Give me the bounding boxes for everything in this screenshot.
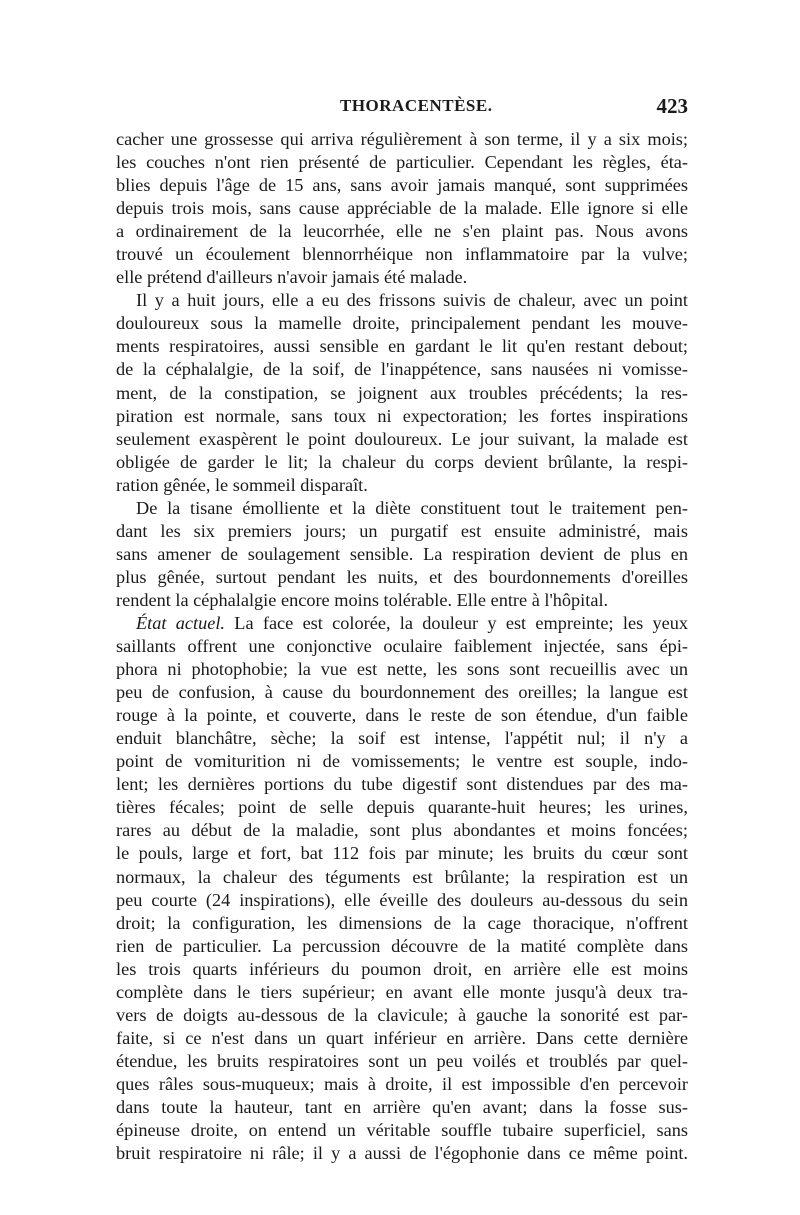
text-line: enduit blanchâtre, sèche; la soif est intense, l'appétit nul; il n'y a bbox=[116, 728, 688, 749]
text-line: De la tisane émolliente et la diète constituent tout le traitement pen- bbox=[136, 497, 688, 518]
text-line: plus gênée, surtout pendant les nuits, et des bourdonnements d'oreilles bbox=[116, 566, 688, 587]
text-line: tières fécales; point de selle depuis quarante-huit heures; les urines, bbox=[116, 797, 688, 818]
text-line: les couches n'ont rien présenté de particulier. Cependant les règles, éta- bbox=[116, 152, 688, 173]
text-line: Il y a huit jours, elle a eu des frissons suivis de chaleur, avec un point bbox=[136, 290, 688, 311]
text-line: dans toute la hauteur, tant en arrière qu'en avant; dans la fosse sus- bbox=[116, 1096, 688, 1117]
text-line: bruit respiratoire ni râle; il y a aussi de l'égophonie dans ce même point. bbox=[116, 1143, 688, 1164]
text-line: elle prétend d'ailleurs n'avoir jamais été malade. bbox=[116, 267, 468, 288]
text-line: trouvé un écoulement blennorrhéique non inflammatoire par la vulve; bbox=[116, 244, 688, 265]
text-line: ration gênée, le sommeil disparaît. bbox=[116, 474, 368, 495]
text-line: phora ni photophobie; la vue est nette, les sons sont recueillis avec un bbox=[116, 659, 688, 680]
text-line: ques râles sous-muqueux; mais à droite, il est impossible d'en percevoir bbox=[116, 1073, 688, 1094]
text-line: obligée de garder le lit; la chaleur du corps devient brûlante, la respi- bbox=[116, 451, 688, 472]
text-line: peu de confusion, à cause du bourdonnement des oreilles; la langue est bbox=[116, 682, 688, 703]
text-line: épineuse droite, on entend un véritable souffle tubaire superficiel, sans bbox=[116, 1120, 688, 1141]
text-line: rouge à la pointe, et couverte, dans le reste de son étendue, d'un faible bbox=[116, 705, 688, 726]
text-line: cacher une grossesse qui arriva régulièrement à son terme, il y a six mois; bbox=[116, 129, 688, 149]
text-line: point de vomiturition ni de vomissements; le ventre est souple, indo- bbox=[116, 751, 688, 772]
text-line: le pouls, large et fort, bat 112 fois par minute; les bruits du cœur sont bbox=[116, 843, 688, 864]
text-line: lent; les dernières portions du tube digestif sont distendues par des ma- bbox=[116, 774, 688, 795]
text-line: rendent la céphalalgie encore moins tolérable. Elle entre à l'hôpital. bbox=[116, 589, 609, 610]
running-head: THORACENTÈSE. bbox=[340, 96, 493, 115]
text-line: a ordinairement de la leucorrhée, elle ne s'en plaint pas. Nous avons bbox=[116, 221, 688, 242]
text-line: étendue, les bruits respiratoires sont un peu voilés et troublés par quel- bbox=[116, 1050, 688, 1071]
text-line: blies depuis l'âge de 15 ans, sans avoir jamais manqué, sont supprimées bbox=[116, 175, 688, 196]
text-line-etat-actuel bbox=[116, 612, 688, 635]
text-line: rares au début de la maladie, sont plus abondantes et moins foncées; bbox=[116, 820, 688, 841]
text-line: douloureux sous la mamelle droite, principalement pendant les mouve- bbox=[116, 313, 688, 334]
text-line: complète dans le tiers supérieur; en avant elle monte jusqu'à deux tra- bbox=[116, 981, 688, 1002]
text-line: saillants offrent une conjonctive oculaire faiblement injectée, sans épi- bbox=[116, 636, 688, 657]
text-line: faite, si ce n'est dans un quart inférieur en arrière. Dans cette dernière bbox=[116, 1027, 688, 1048]
text-line: droit; la configuration, les dimensions de la cage thoracique, n'offrent bbox=[116, 912, 688, 933]
text-line: vers de doigts au-dessous de la clavicule; à gauche la sonorité est par- bbox=[116, 1004, 688, 1025]
text-line: les trois quarts inférieurs du poumon droit, en arrière elle est moins bbox=[116, 958, 688, 979]
text-line: de la céphalalgie, de la soif, de l'inappétence, sans nausées ni vomisse- bbox=[116, 359, 688, 380]
text-line: depuis trois mois, sans cause appréciable de la malade. Elle ignore si elle bbox=[116, 198, 688, 219]
text-line: sans amener de soulagement sensible. La respiration devient de plus en bbox=[116, 543, 688, 564]
etat-actuel-label: État actuel. bbox=[136, 612, 225, 633]
page-header bbox=[116, 96, 688, 126]
etat-actuel-text: La face est colorée, la douleur y est empreinte; les yeux bbox=[234, 612, 688, 633]
body-text bbox=[116, 128, 688, 1165]
text-line: ments respiratoires, aussi sensible en gardant le lit qu'en restant debout; bbox=[116, 336, 688, 357]
text-line: peu courte (24 inspirations), elle éveille des douleurs au-dessous du sein bbox=[116, 889, 688, 910]
text-line: ment, de la constipation, se joignent aux troubles précédents; la res- bbox=[116, 382, 688, 403]
text-line: rien de particulier. La percussion découvre de la matité complète dans bbox=[116, 935, 688, 956]
text-line: normaux, la chaleur des téguments est brûlante; la respiration est un bbox=[116, 866, 688, 887]
text-line: piration est normale, sans toux ni expectoration; les fortes inspirations bbox=[116, 405, 688, 426]
text-line: dant les six premiers jours; un purgatif est ensuite administré, mais bbox=[116, 520, 688, 541]
page-number: 423 bbox=[656, 94, 688, 118]
text-line: seulement exaspèrent le point douloureux. Le jour suivant, la malade est bbox=[116, 428, 688, 449]
